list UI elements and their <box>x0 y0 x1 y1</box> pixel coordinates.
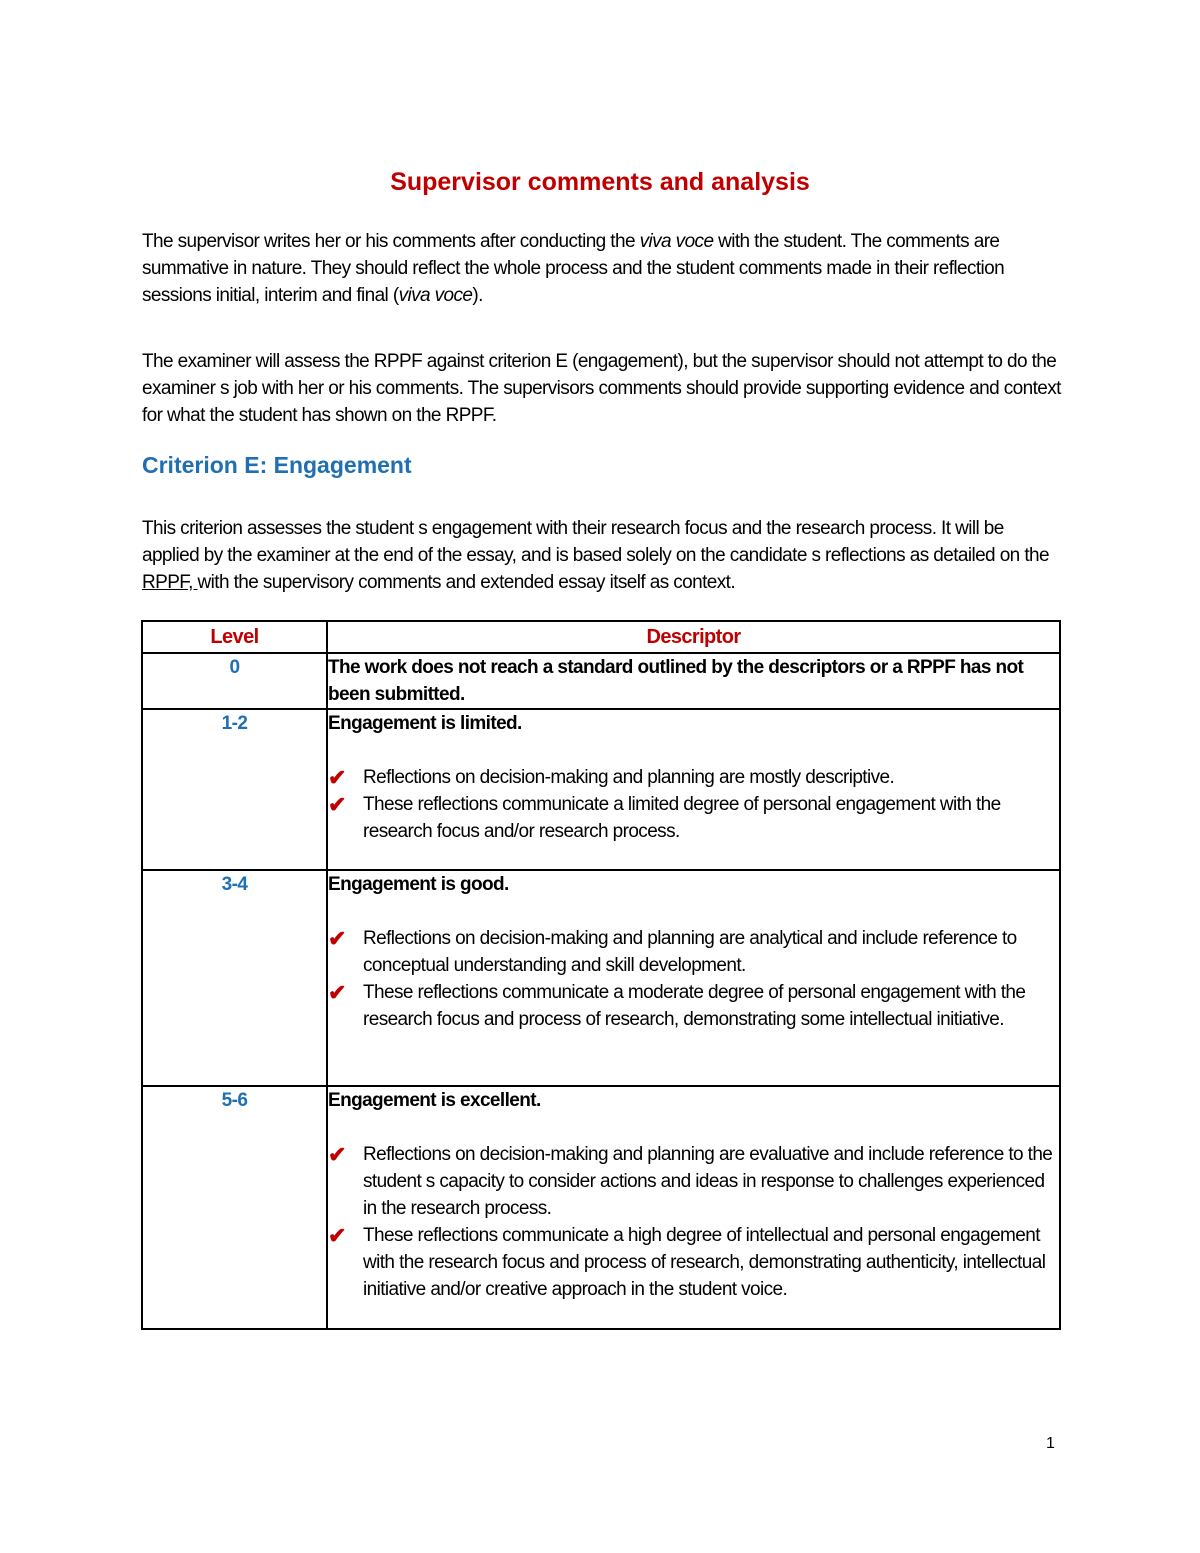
rubric-table <box>141 620 1061 1330</box>
criterion-heading: Criterion E: Engagement <box>142 452 412 478</box>
list-item <box>328 764 1059 791</box>
criterion-description <box>142 515 1062 596</box>
header-descriptor: Descriptor <box>327 621 1060 653</box>
checkmark-icon: ✔ <box>328 1223 346 1248</box>
list-item <box>328 925 1059 979</box>
header-level: Level <box>142 621 327 653</box>
descriptor-cell <box>327 1086 1060 1329</box>
table-row <box>142 870 1060 1086</box>
checkmark-icon: ✔ <box>328 926 346 951</box>
bullet-text: These reflections communicate a high degree of intellectual and personal engagement with the research focus and process of research, demonstrating authenticity, intellectual initiative and/or creative approach in the student voice. <box>363 1225 1046 1300</box>
bullet-list <box>328 1141 1059 1303</box>
bullet-list <box>328 764 1059 845</box>
descriptor-cell <box>327 653 1060 709</box>
intro-text-a: The supervisor writes her or his comments after conducting the <box>142 231 640 252</box>
intro-italic-viva-voce-1: viva voce <box>639 231 714 252</box>
bullet-text: These reflections communicate a moderate degree of personal engagement with the research focus and process of research, demonstrating some intellectual initiative. <box>363 982 1026 1030</box>
bullet-text: These reflections communicate a limited degree of personal engagement with the research focus and/or research process. <box>363 794 1001 842</box>
checkmark-icon: ✔ <box>328 765 346 790</box>
level-cell: 1-2 <box>142 709 327 870</box>
descriptor-title: Engagement is limited. <box>328 713 522 734</box>
criterion-text-b: with the supervisory comments and extended essay itself as context. <box>197 572 736 593</box>
bullet-text: Reflections on decision-making and planning are mostly descriptive. <box>363 767 895 788</box>
intro-italic-viva-voce-2: viva voce <box>398 285 473 306</box>
criterion-text-a: This criterion assesses the student s engagement with their research focus and the research process. It will be applied by the examiner at the end of the essay, and is based solely on the candidate s reflections as detailed on the <box>142 518 1049 566</box>
intro-text-b: with the student. The comments are summative in nature. They should reflect the whole process and the student comments made in their reflection sessions initial, interim and final ( <box>142 231 1005 306</box>
checkmark-icon: ✔ <box>328 1142 346 1167</box>
list-item <box>328 979 1059 1033</box>
list-item <box>328 791 1059 845</box>
bullet-text: Reflections on decision-making and planning are evaluative and include reference to the student s capacity to consider actions and ideas in response to challenges experienced in the research process. <box>363 1144 1053 1219</box>
level-cell: 3-4 <box>142 870 327 1086</box>
bullet-list <box>328 925 1059 1033</box>
page-title: Supervisor comments and analysis <box>390 168 810 196</box>
intro-paragraph-1 <box>142 228 1062 309</box>
rppf-underlined-text: RPPF, <box>142 572 198 593</box>
page-number: 1 <box>1046 1435 1055 1452</box>
list-item <box>328 1222 1059 1303</box>
table-row <box>142 709 1060 870</box>
list-item <box>328 1141 1059 1222</box>
descriptor-title: The work does not reach a standard outlined by the descriptors or a RPPF has not been submitted. <box>328 657 1024 705</box>
intro-paragraph-2: The examiner will assess the RPPF against criterion E (engagement), but the supervisor should not attempt to do the examiner s job with her or his comments. The supervisors comments should provide supporting evidence and context for what the student has shown on the RPPF. <box>142 351 1061 426</box>
level-cell: 0 <box>142 653 327 709</box>
checkmark-icon: ✔ <box>328 792 346 817</box>
level-cell: 5-6 <box>142 1086 327 1329</box>
descriptor-cell <box>327 870 1060 1086</box>
intro-text-c: ). <box>472 285 483 306</box>
table-row <box>142 1086 1060 1329</box>
checkmark-icon: ✔ <box>328 980 346 1005</box>
table-header-row <box>142 621 1060 653</box>
bullet-text: Reflections on decision-making and planning are analytical and include reference to conceptual understanding and skill development. <box>363 928 1017 976</box>
descriptor-cell <box>327 709 1060 870</box>
descriptor-title: Engagement is good. <box>328 874 509 895</box>
table-row <box>142 653 1060 709</box>
descriptor-title: Engagement is excellent. <box>328 1090 541 1111</box>
